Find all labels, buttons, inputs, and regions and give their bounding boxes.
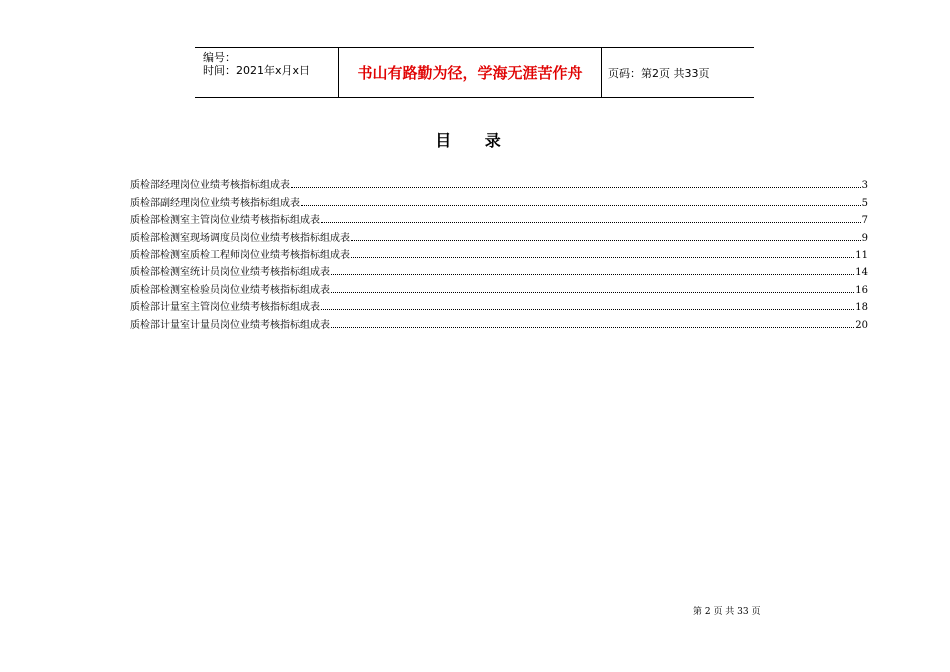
page-footer: 第 2 页 共 33 页 (693, 607, 761, 617)
toc-entry-page[interactable]: 3 (861, 180, 868, 192)
toc-leader-dots (331, 327, 854, 328)
toc-leader-dots (331, 292, 854, 293)
toc-entry[interactable] (130, 209, 868, 226)
header-page-label: 页码：第2页 共33页 (608, 66, 710, 80)
toc-entry-page[interactable]: 7 (861, 215, 868, 227)
toc-entry-text[interactable]: 质检部检测室统计员岗位业绩考核指标组成表 (130, 267, 330, 279)
toc-entry-text[interactable]: 质检部检测室质检工程师岗位业绩考核指标组成表 (130, 249, 350, 261)
toc-entry-text[interactable]: 质检部经理岗位业绩考核指标组成表 (130, 180, 290, 192)
toc-entry-text[interactable]: 质检部计量室计量员岗位业绩考核指标组成表 (130, 319, 330, 331)
toc-entry[interactable] (130, 261, 868, 278)
toc-leader-dots (301, 205, 861, 206)
toc-entry-text[interactable]: 质检部计量室主管岗位业绩考核指标组成表 (130, 302, 320, 314)
toc-leader-dots (351, 257, 854, 258)
toc-leader-dots (321, 222, 861, 223)
toc-leader-dots (321, 309, 854, 310)
toc-leader-dots (351, 240, 861, 241)
toc-entry[interactable] (130, 244, 868, 261)
toc-entry[interactable] (130, 174, 868, 191)
toc-entry-page[interactable]: 20 (855, 319, 868, 331)
toc-entry-text[interactable]: 质检部副经理岗位业绩考核指标组成表 (130, 197, 300, 209)
toc-entry[interactable] (130, 278, 868, 295)
toc-entry-text[interactable]: 质检部检测室现场调度员岗位业绩考核指标组成表 (130, 232, 350, 244)
toc-entry-page[interactable]: 9 (861, 232, 868, 244)
page-header (195, 47, 754, 98)
toc-entry-page[interactable]: 5 (861, 197, 868, 209)
toc-entry[interactable] (130, 191, 868, 208)
header-motto: 书山有路勤为径，学海无涯苦作舟 (338, 48, 602, 97)
toc-leader-dots (331, 274, 854, 275)
toc-entry-page[interactable]: 18 (855, 302, 868, 314)
toc-entry-page[interactable]: 14 (855, 267, 868, 279)
toc-entry[interactable] (130, 226, 868, 243)
table-of-contents (130, 174, 868, 331)
document-number-label: 编号： (203, 51, 236, 64)
document-time-label: 时间：2021年x月x日 (203, 64, 311, 77)
toc-entry[interactable] (130, 296, 868, 313)
header-meta (195, 48, 338, 97)
toc-entry-page[interactable]: 11 (855, 249, 868, 261)
toc-entry[interactable] (130, 313, 868, 330)
toc-entry-page[interactable]: 16 (855, 284, 868, 296)
toc-entry-text[interactable]: 质检部检测室主管岗位业绩考核指标组成表 (130, 215, 320, 227)
toc-leader-dots (291, 187, 861, 188)
toc-title: 目 录 (435, 131, 515, 150)
toc-entry-text[interactable]: 质检部检测室检验员岗位业绩考核指标组成表 (130, 284, 330, 296)
